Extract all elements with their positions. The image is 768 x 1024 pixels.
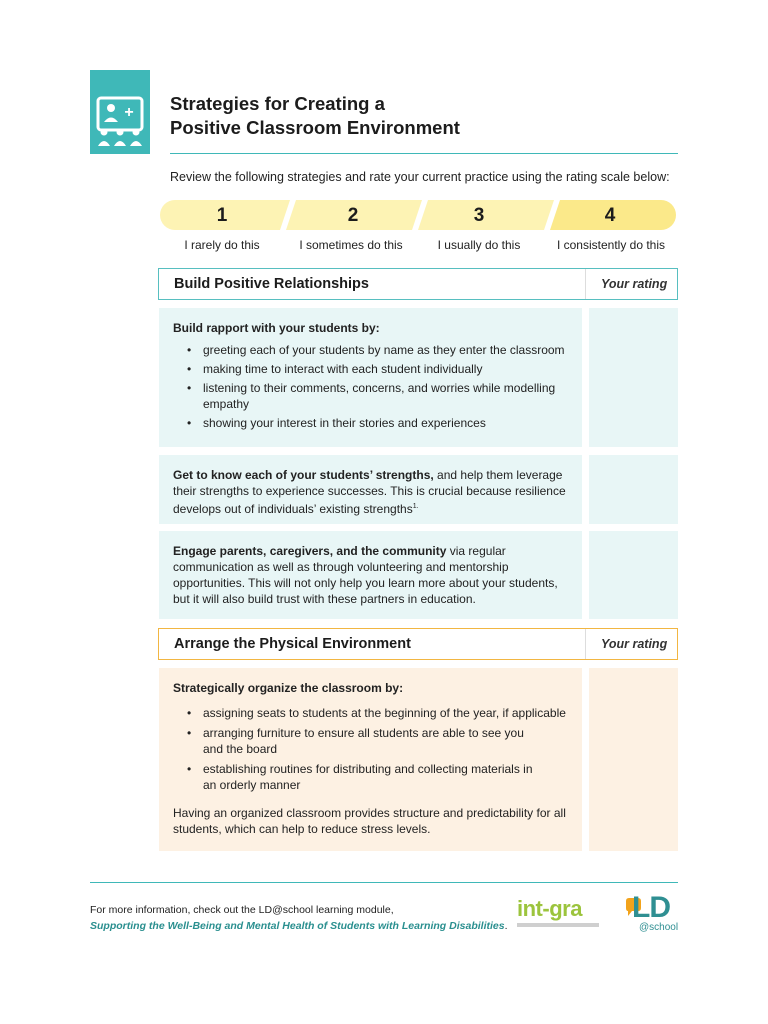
strategy-bullet-list <box>173 342 568 431</box>
scale-label-2: I sometimes do this <box>299 238 403 252</box>
scale-number-4: 4 <box>604 205 616 226</box>
strategy-cell-organize <box>159 668 582 851</box>
section-title: Build Positive Relationships <box>174 276 369 292</box>
page-title <box>170 92 460 140</box>
strategy-lead: Get to know each of your students’ strengths, <box>173 468 434 482</box>
list-item: • showing your interest in their stories and experiences <box>203 415 568 431</box>
rating-input-cell[interactable] <box>589 668 678 851</box>
scale-label-1: I rarely do this <box>184 238 260 252</box>
list-item: • establishing routines for distributing and collecting materials in an orderly manner <box>203 761 543 793</box>
ld-school-logo <box>624 893 680 935</box>
ld-logo-text: LD <box>632 891 670 924</box>
list-item: • assigning seats to students at the beginning of the year, if applicable <box>203 705 568 721</box>
svg-text:+: + <box>124 104 134 121</box>
integra-logo <box>517 896 602 936</box>
ld-logo-subtext: @school <box>639 922 679 933</box>
footer-divider <box>90 882 678 883</box>
footer-text: For more information, check out the LD@school learning module, <box>90 904 394 916</box>
strategy-lead: Build rapport with your students by: <box>173 321 380 335</box>
strategy-closing: Having an organized classroom provides structure and predictability for all students, which can help to reduce stress levels. <box>173 806 566 836</box>
list-item: • making time to interact with each student individually <box>203 361 568 377</box>
rating-scale <box>160 200 676 230</box>
rating-input-cell[interactable] <box>589 531 678 619</box>
scale-number-2: 2 <box>347 205 359 226</box>
instructions-text: Review the following strategies and rate your current practice using the rating scale below: <box>170 170 670 184</box>
scale-label-4: I consistently do this <box>556 238 666 252</box>
header-column-divider <box>585 269 586 299</box>
header-column-divider <box>585 629 586 659</box>
list-item: • arranging furniture to ensure all students are able to see you and the board <box>203 725 533 757</box>
footer-note <box>90 902 508 934</box>
strategy-text: and help them leverage their strengths to experience successes. This is crucial because resilience develops out of individuals’ existing strengths <box>173 468 566 516</box>
strategy-cell-strengths <box>159 455 582 524</box>
integra-logo-text: int-gra <box>517 896 582 921</box>
strategy-lead: Engage parents, caregivers, and the community <box>173 544 447 558</box>
footnote-marker: 1. <box>412 503 419 510</box>
footer-link-suffix: . <box>504 920 508 932</box>
integra-tagline-bar <box>517 923 599 927</box>
title-line-2: Positive Classroom Environment <box>170 117 460 138</box>
title-line-1: Strategies for Creating a <box>170 93 385 114</box>
rating-input-cell[interactable] <box>589 308 678 447</box>
scale-number-3: 3 <box>473 205 485 226</box>
section-title: Arrange the Physical Environment <box>174 636 411 652</box>
section-header-physical-environment <box>158 628 678 660</box>
strategy-bullet-list <box>173 705 568 793</box>
scale-label-3: I usually do this <box>437 238 521 252</box>
strategy-cell-rapport <box>159 308 582 447</box>
header-divider <box>170 153 678 154</box>
strategy-lead: Strategically organize the classroom by: <box>173 681 404 695</box>
list-item: • listening to their comments, concerns, and worries while modelling empathy <box>203 380 568 412</box>
list-item: • greeting each of your students by name as they enter the classroom <box>203 342 568 358</box>
rating-input-cell[interactable] <box>589 455 678 524</box>
your-rating-label: Your rating <box>601 637 668 651</box>
classroom-logo-icon <box>90 70 150 154</box>
scale-number-1: 1 <box>216 205 228 226</box>
your-rating-label: Your rating <box>601 277 668 291</box>
scale-segment-3 <box>418 200 554 230</box>
strategy-cell-community <box>159 531 582 619</box>
strategy-text: via regular communication as well as through volunteering and mentorship opportunities. This will not only help you learn more about your students, but it will also build trust with these partners in education. <box>173 544 558 606</box>
section-header-relationships <box>158 268 678 300</box>
learning-module-link[interactable]: Supporting the Well-Being and Mental Health of Students with Learning Disabilities <box>90 920 505 932</box>
